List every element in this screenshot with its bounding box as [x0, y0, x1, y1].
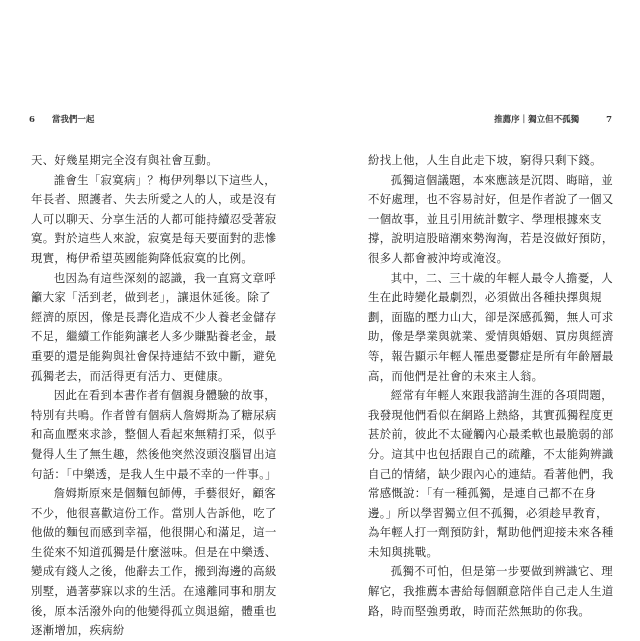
paragraph: 孤獨這個議題，本來應該是沉悶、晦暗，並不好處理，也不容易討好，但是作者說了一個又一個故事，並且引用統計數字、學理根據來支撐，說明這股暗潮來勢洶洶，若是沒做好預防，很多人都會被沖垮或淹沒。	[368, 172, 614, 265]
right-running-title: 推薦序｜獨立但不孤獨	[494, 115, 580, 125]
left-running-title: 當我們一起	[51, 115, 95, 125]
right-page	[320, 0, 640, 640]
right-page-number: 7	[606, 115, 612, 125]
paragraph: 經常有年輕人來跟我諮詢生涯的各項問題，我發現他們看似在網路上熱絡，其實孤獨程度更甚於前，彼此不太碰觸內心最柔軟也最脆弱的部分。這其中也包括跟自己的疏離，不太能夠辨識自己的情緒，缺少跟內心的連結。看著他們，我常感慨說：「有一種孤獨，是連自己都不在身邊。」所以學習獨立但不孤獨，必須趁早教育，為年輕人打一劑預防針，幫助他們迎接未來各種未知與挑戰。	[368, 388, 614, 559]
left-page-number: 6	[29, 115, 35, 125]
paragraph: 其中，二、三十歲的年輕人最令人擔憂，人生在此時變化最劇烈，必須做出各種抉擇與規劃，面臨的壓力山大，卻是深感孤獨，無人可求助，像是學業與就業、愛情與婚姻、買房與經濟等，報告顯示年輕人罹患憂鬱症是所有年齡層最高，而他們是社會的未來主人翁。	[368, 270, 614, 383]
paragraph: 誰會生「寂寞病」？梅伊列舉以下這些人，年長者、照護者、失去所愛之人的人，或是沒有人可以聊天、分享生活的人都可能持續忍受著寂寞。對於這些人來說，寂寞是每天要面對的悲慘現實，梅伊希望英國能夠降低寂寞的比例。	[31, 172, 277, 265]
paragraph: 孤獨不可怕，但是第一步要做到辨識它、理解它，我推薦本書給每個願意陪伴自己走人生道路，時而堅強勇敢，時而茫然無助的你我。	[368, 564, 614, 618]
paragraph: 詹姆斯原來是個麵包師傅，手藝很好，顧客不少，他很喜歡這份工作。當別人告訴他，吃了他做的麵包而感到幸福，他很開心和滿足，這一生從來不知道孤獨是什麼滋味。但是在中樂透、變成有錢人之後，他辭去工作，搬到海邊的高級別墅，過著夢寐以求的生活。在遠離同事和朋友後，原本活潑外向的他變得孤立與退縮，體重也逐漸增加，疾病紛	[31, 486, 277, 638]
left-page	[0, 0, 320, 640]
left-body-text	[31, 151, 278, 641]
paragraph: 天、好幾星期完全沒有與社會互動。	[31, 153, 219, 167]
paragraph: 也因為有這些深刻的認識，我一直寫文章呼籲大家「活到老，做到老」，讓退休延後。除了經濟的原因，像是長壽化造成不少人養老金儲存不足，繼續工作能夠讓老人多少賺點養老金，最重要的還是能夠與社會保持連結不致中斷，避免孤獨老去，而活得更有活力、更健康。	[31, 270, 277, 383]
right-running-header	[494, 113, 612, 125]
right-body-text	[368, 151, 614, 621]
paragraph: 紛找上他，人生自此走下坡，窮得只剩下錢。	[368, 153, 602, 167]
left-running-header	[29, 113, 94, 125]
paragraph: 因此在看到本書作者有個親身體驗的故事，特別有共鳴。作者曾有個病人詹姆斯為了糖尿病和高血壓來求診，整個人看起來無精打采，似乎覺得人生了無生趣，然後他突然沒頭沒腦冒出這句話：「中樂透，是我人生中最不幸的一件事。」	[31, 388, 277, 481]
